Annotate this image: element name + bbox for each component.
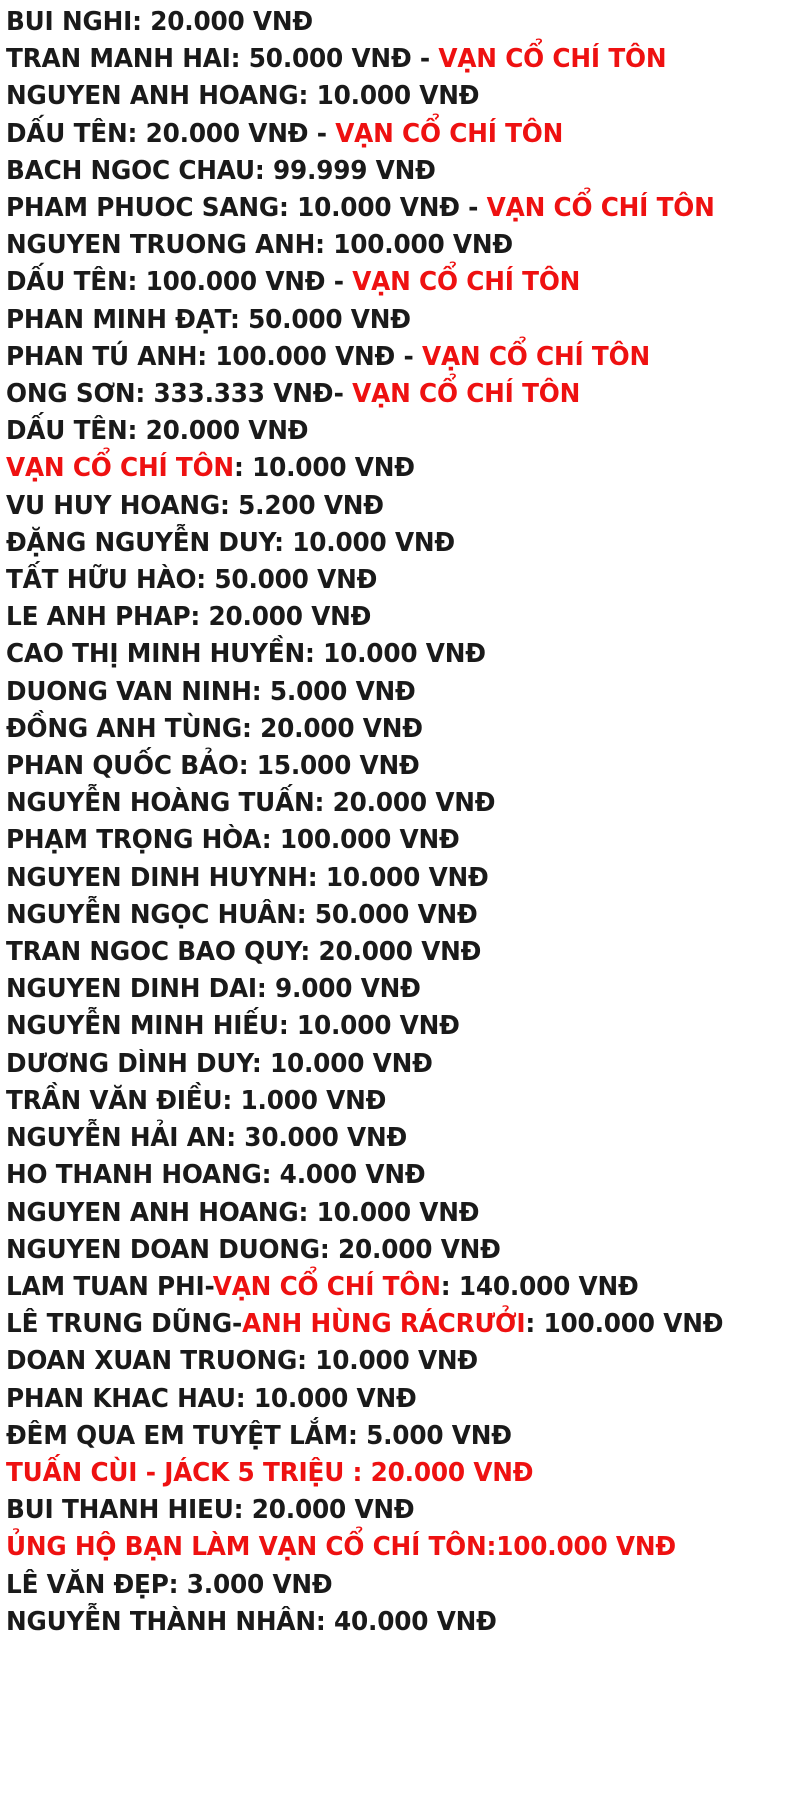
donation-text-highlight: VẠN CỔ CHÍ TÔN: [422, 341, 650, 372]
donation-text: CAO THỊ MINH HUYỀN: 10.000 VNĐ: [6, 639, 486, 670]
donation-text: PHẠM TRỌNG HÒA: 100.000 VNĐ: [6, 825, 460, 856]
donation-text: TẤT HỮU HÀO: 50.000 VNĐ: [6, 565, 378, 596]
donation-entry: [6, 339, 776, 376]
donation-text: BUI THANH HIEU: 20.000 VNĐ: [6, 1495, 415, 1526]
donation-entry: [6, 1455, 776, 1492]
donation-text: PHAN MINH ĐẠT: 50.000 VNĐ: [6, 304, 411, 335]
donation-entry: [6, 264, 776, 301]
donation-text: BACH NGOC CHAU: 99.999 VNĐ: [6, 155, 436, 186]
donation-entry: [6, 1232, 776, 1269]
donation-text: ONG SƠN: 333.333 VNĐ-: [6, 379, 353, 410]
donation-text: LÊ VĂN ĐẸP: 3.000 VNĐ: [6, 1569, 333, 1600]
donation-text-highlight: ANH HÙNG RÁCRƯỞI: [242, 1309, 526, 1340]
donation-text: NGUYEN TRUONG ANH: 100.000 VNĐ: [6, 230, 513, 261]
donation-text: NGUYỄN MINH HIẾU: 10.000 VNĐ: [6, 1011, 460, 1042]
donation-text: DOAN XUAN TRUONG: 10.000 VNĐ: [6, 1346, 478, 1377]
donation-entry: [6, 711, 776, 748]
donation-entry: [6, 1567, 776, 1604]
donation-text: LAM TUAN PHI-: [6, 1271, 213, 1302]
donation-entry: [6, 525, 776, 562]
donation-text-highlight: VẠN CỔ CHÍ TÔN: [6, 453, 234, 484]
donation-text: NGUYỄN THÀNH NHÂN: 40.000 VNĐ: [6, 1606, 497, 1637]
donation-text-highlight: VẠN CỔ CHÍ TÔN: [352, 267, 581, 298]
donation-entry: [6, 1418, 776, 1455]
donation-text: DẤU TÊN: 100.000 VNĐ -: [6, 267, 353, 298]
donation-text: NGUYỄN HOÀNG TUẤN: 20.000 VNĐ: [6, 788, 496, 819]
donation-entry: [6, 860, 776, 897]
donation-text: NGUYEN ANH HOANG: 10.000 VNĐ: [6, 1197, 480, 1228]
donation-text: NGUYEN ANH HOANG: 10.000 VNĐ: [6, 81, 480, 112]
donation-entry: [6, 450, 776, 487]
donation-text: NGUYEN DINH DAI: 9.000 VNĐ: [6, 974, 421, 1005]
donation-entry: [6, 971, 776, 1008]
donation-text: NGUYEN DINH HUYNH: 10.000 VNĐ: [6, 862, 489, 893]
donation-text: ĐỒNG ANH TÙNG: 20.000 VNĐ: [6, 713, 423, 744]
donation-text-highlight: ỦNG HỘ BẠN LÀM VẠN CỔ CHÍ TÔN:100.000 VNĐ: [6, 1532, 676, 1563]
donation-entry: [6, 1046, 776, 1083]
donation-text-highlight: TUẤN CÙI - JÁCK 5 TRIỆU : 20.000 VNĐ: [6, 1457, 534, 1488]
donation-text: PHAM PHUOC SANG: 10.000 VNĐ -: [6, 193, 487, 224]
donation-entry: [6, 41, 776, 78]
donation-text-highlight: VẠN CỔ CHÍ TÔN: [335, 118, 564, 149]
donation-text: PHAN TÚ ANH: 100.000 VNĐ -: [6, 341, 423, 372]
donation-entry: [6, 190, 776, 227]
donation-text: PHAN KHAC HAU: 10.000 VNĐ: [6, 1383, 417, 1414]
donation-entry: [6, 1529, 776, 1566]
donation-text: DUONG VAN NINH: 5.000 VNĐ: [6, 676, 416, 707]
donation-text: NGUYỄN NGỌC HUÂN: 50.000 VNĐ: [6, 899, 478, 930]
donation-entry: [6, 116, 776, 153]
donation-entry: [6, 302, 776, 339]
donation-entry: [6, 785, 776, 822]
donation-text: DẤU TÊN: 20.000 VNĐ -: [6, 118, 336, 149]
donation-text: : 140.000 VNĐ: [440, 1271, 639, 1302]
donation-text: HO THANH HOANG: 4.000 VNĐ: [6, 1160, 426, 1191]
donation-entry: [6, 153, 776, 190]
donation-entry: [6, 376, 776, 413]
donation-entry: [6, 1120, 776, 1157]
donation-entry: [6, 1492, 776, 1529]
donation-text-highlight: VẠN CỔ CHÍ TÔN: [352, 379, 581, 410]
donation-entry: [6, 822, 776, 859]
donation-entry: [6, 636, 776, 673]
donation-entry: [6, 1008, 776, 1045]
donation-text: LE ANH PHAP: 20.000 VNĐ: [6, 602, 372, 633]
donation-entry: [6, 1083, 776, 1120]
donation-text: BUI NGHI: 20.000 VNĐ: [6, 7, 313, 37]
donation-text: TRAN NGOC BAO QUY: 20.000 VNĐ: [6, 937, 482, 968]
donation-entry: [6, 413, 776, 450]
donation-text: NGUYỄN HẢI AN: 30.000 VNĐ: [6, 1123, 408, 1154]
donation-entry: [6, 674, 776, 711]
donation-text: ĐẶNG NGUYỄN DUY: 10.000 VNĐ: [6, 527, 455, 558]
donation-text: DẤU TÊN: 20.000 VNĐ: [6, 416, 309, 447]
donation-text-highlight: VẠN CỔ CHÍ TÔN: [486, 193, 715, 224]
donation-entry: [6, 934, 776, 971]
donation-entry: [6, 1157, 776, 1194]
donation-text: : 10.000 VNĐ: [233, 453, 415, 484]
donation-entry: [6, 748, 776, 785]
donation-entry: [6, 227, 776, 264]
donation-text-highlight: VẠN CỔ CHÍ TÔN: [212, 1271, 441, 1302]
donation-text: TRAN MANH HAI: 50.000 VNĐ -: [6, 44, 439, 75]
donation-entry: [6, 1381, 776, 1418]
donation-entry: [6, 1604, 776, 1641]
donation-text: NGUYEN DOAN DUONG: 20.000 VNĐ: [6, 1234, 501, 1265]
donation-entry: [6, 562, 776, 599]
donation-entry: [6, 1269, 776, 1306]
donation-text: VU HUY HOANG: 5.200 VNĐ: [6, 490, 384, 521]
donation-text: TRẦN VĂN ĐIỀU: 1.000 VNĐ: [6, 1085, 387, 1116]
donation-entry: [6, 599, 776, 636]
donation-entry: [6, 1343, 776, 1380]
donation-text: ĐÊM QUA EM TUYỆT LẮM: 5.000 VNĐ: [6, 1420, 512, 1451]
donation-text-highlight: VẠN CỔ CHÍ TÔN: [438, 44, 667, 75]
donation-entry: [6, 897, 776, 934]
donation-entry: [6, 1306, 776, 1343]
donation-text: : 100.000 VNĐ: [525, 1309, 724, 1340]
donation-text: PHAN QUỐC BẢO: 15.000 VNĐ: [6, 751, 420, 782]
donation-text: LÊ TRUNG DŨNG-: [6, 1309, 243, 1340]
donation-entry: [6, 78, 776, 115]
donation-entry: [6, 1195, 776, 1232]
donation-entry: [6, 4, 776, 41]
donation-entry: [6, 488, 776, 525]
donation-text: DƯƠNG DÌNH DUY: 10.000 VNĐ: [6, 1048, 433, 1079]
